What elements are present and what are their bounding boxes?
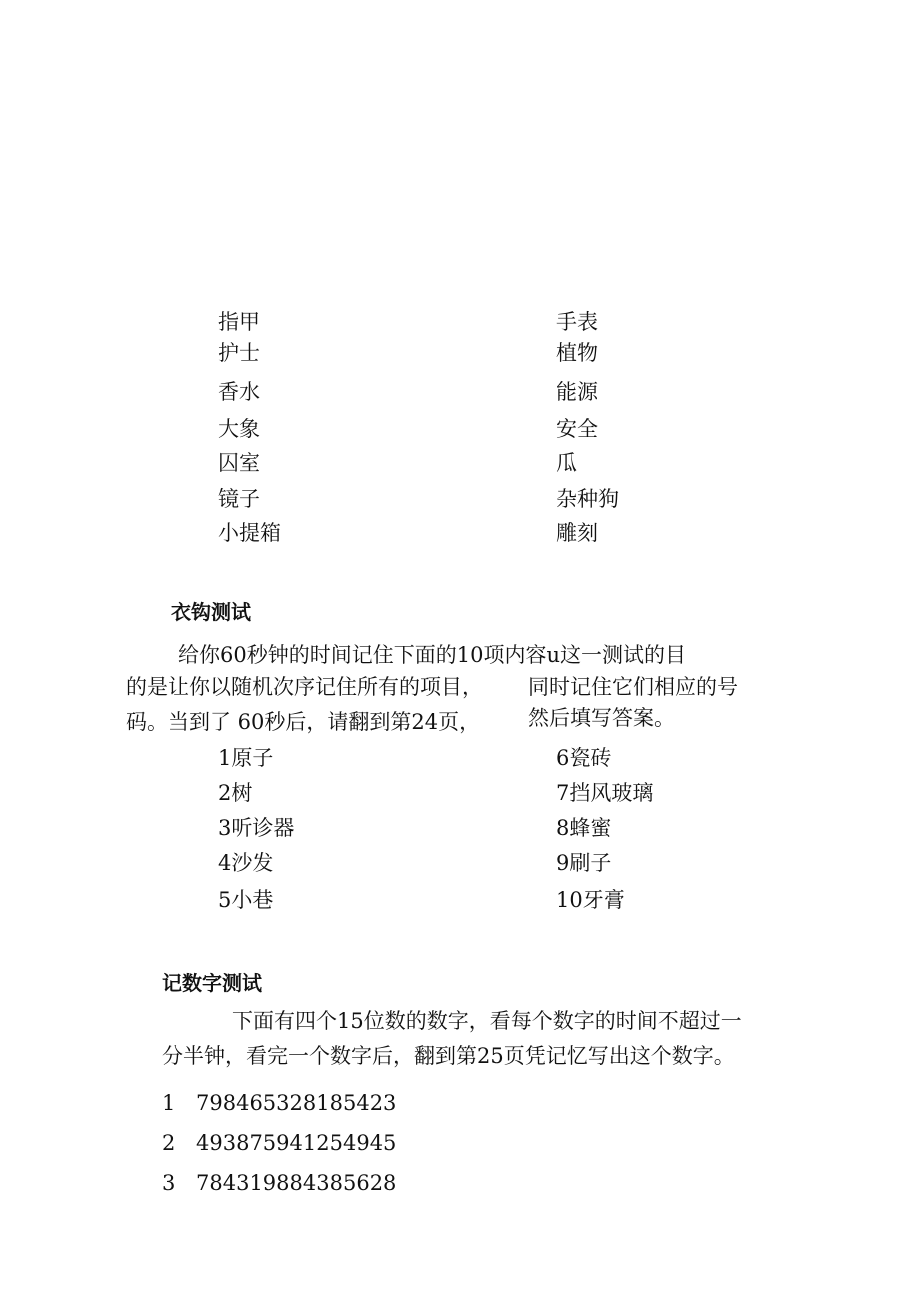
instruction-line: 分半钟，看完一个数字后，翻到第25页凭记忆写出这个数字。 (162, 1044, 735, 1068)
list-item: 3听诊器 (218, 816, 295, 840)
word-item: 镜子 (218, 487, 260, 511)
section-title: 记数字测试 (162, 971, 262, 995)
list-item: 6瓷砖 (556, 746, 612, 770)
instruction-line: 下面有四个15位数的数字，看每个数字的时间不超过一 (232, 1009, 742, 1033)
number-value: 798465328185423 (196, 1091, 397, 1115)
instruction-line: 给你60秒钟的时间记住下面的10项内容u这一测试的目 (178, 643, 686, 667)
word-item: 护士 (218, 341, 260, 365)
word-item: 指甲 (218, 310, 260, 334)
word-item: 雕刻 (556, 521, 598, 545)
word-item: 能源 (556, 380, 598, 404)
instruction-line: 同时记住它们相应的号 (528, 675, 738, 699)
list-item: 2树 (218, 781, 253, 805)
word-item: 杂种狗 (556, 487, 619, 511)
number-value: 784319884385628 (196, 1171, 397, 1195)
list-item: 7挡风玻璃 (556, 781, 654, 805)
word-item: 囚室 (218, 451, 260, 475)
word-item: 香水 (218, 380, 260, 404)
list-item: 5小巷 (218, 888, 274, 912)
number-index: 3 (162, 1171, 176, 1195)
section-title: 衣钩测试 (171, 600, 251, 624)
list-item: 1原子 (218, 746, 274, 770)
instruction-line: 然后填写答案。 (528, 706, 675, 730)
list-item: 9刷子 (556, 851, 612, 875)
word-item: 安全 (556, 417, 598, 441)
word-item: 瓜 (556, 451, 577, 475)
list-item: 10牙膏 (556, 888, 625, 912)
word-item: 植物 (556, 341, 598, 365)
number-value: 493875941254945 (196, 1131, 397, 1155)
number-row (162, 1133, 396, 1154)
instruction-line: 码。当到了 60秒后，请翻到第24页， (126, 710, 481, 734)
number-index: 1 (162, 1091, 176, 1115)
list-item: 8蜂蜜 (556, 816, 612, 840)
list-item: 4沙发 (218, 851, 274, 875)
word-item: 小提箱 (218, 521, 281, 545)
word-item: 大象 (218, 417, 260, 441)
number-row (162, 1093, 396, 1114)
word-item: 手表 (556, 310, 598, 334)
number-index: 2 (162, 1131, 176, 1155)
number-row (162, 1173, 396, 1194)
instruction-line: 的是让你以随机次序记住所有的项目， (126, 675, 483, 699)
